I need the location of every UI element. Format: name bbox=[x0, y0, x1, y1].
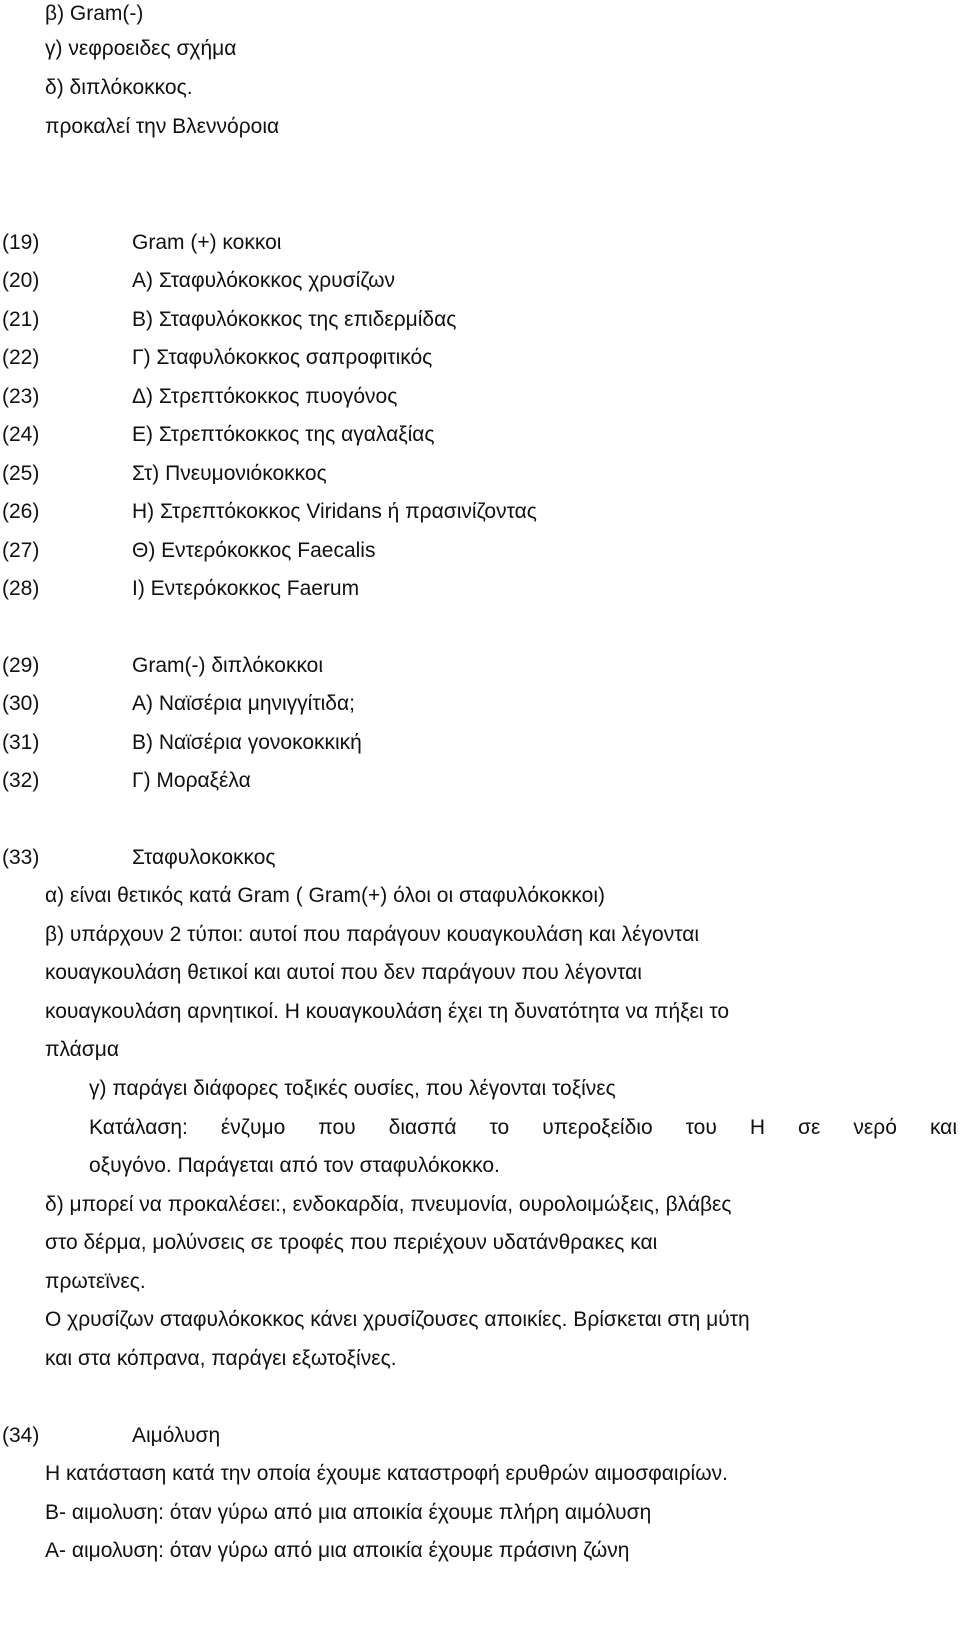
item-number: (20) bbox=[2, 269, 40, 292]
item-text: Στ) Πνευμονιόκοκκος bbox=[132, 462, 327, 485]
item-number: (25) bbox=[2, 462, 40, 485]
item-number: (23) bbox=[2, 385, 40, 408]
text-line: οξυγόνο. Παράγεται από τον σταφυλόκοκκο. bbox=[89, 1154, 500, 1177]
item-number: (32) bbox=[2, 769, 40, 792]
text-line: πλάσμα bbox=[45, 1038, 120, 1061]
text-line: α) είναι θετικός κατά Gram ( Gram(+) όλοι οι σταφυλόκοκκοι) bbox=[45, 884, 606, 907]
item-text: Gram(-) διπλόκοκκοι bbox=[132, 654, 324, 677]
item-text: Γ) Σταφυλόκοκκος σαπροφιτικός bbox=[132, 346, 433, 369]
text-line: Ο χρυσίζων σταφυλόκοκκος κάνει χρυσίζουσες αποικίες. Βρίσκεται στη μύτη bbox=[45, 1308, 750, 1331]
text-line: κουαγκουλάση θετικοί και αυτοί που δεν παράγουν που λέγονται bbox=[45, 961, 642, 984]
item-text: Δ) Στρεπτόκοκκος πυογόνος bbox=[132, 385, 398, 408]
text-line: δ) μπορεί να προκαλέσει:, ενδοκαρδία, πνευμονία, ουρολοιμώξεις, βλάβες bbox=[45, 1193, 732, 1216]
item-text: Η) Στρεπτόκοκκος Viridans ή πρασινίζοντας bbox=[132, 500, 537, 523]
item-text: Β) Ναϊσέρια γονοκοκκική bbox=[132, 731, 362, 754]
text-line: β) Gram(-) bbox=[45, 2, 144, 25]
text-line: Β- αιμολυση: όταν γύρω από μια αποικία έχουμε πλήρη αιμόλυση bbox=[45, 1501, 652, 1524]
text-line: κουαγκουλάση αρνητικοί. Η κουαγκουλάση έχει τη δυνατότητα να πήξει το bbox=[45, 1000, 730, 1023]
text-line: προκαλεί την Βλεννόροια bbox=[45, 115, 280, 138]
text-line: πρωτεϊνες. bbox=[45, 1270, 146, 1293]
item-text: Α) Σταφυλόκοκκος χρυσίζων bbox=[132, 269, 396, 292]
item-text: Α) Ναϊσέρια μηνιγγίτιδα; bbox=[132, 692, 355, 715]
text-line: και στα κόπρανα, παράγει εξωτοξίνες. bbox=[45, 1347, 397, 1370]
item-number: (26) bbox=[2, 500, 40, 523]
text-line: Κατάλαση: ένζυμο που διασπά το υπεροξείδιο του Η σε νερό και bbox=[89, 1116, 957, 1139]
section-heading: Αιμόλυση bbox=[132, 1424, 221, 1447]
item-text: Gram (+) κοκκοι bbox=[132, 231, 282, 254]
item-number: (28) bbox=[2, 577, 40, 600]
item-number: (34) bbox=[2, 1424, 40, 1447]
item-text: Θ) Εντερόκοκκος Faecalis bbox=[132, 539, 376, 562]
text-line: γ) παράγει διάφορες τοξικές ουσίες, που λέγονται τοξίνες bbox=[89, 1077, 616, 1100]
item-text: Ε) Στρεπτόκοκκος της αγαλαξίας bbox=[132, 423, 435, 446]
section-heading: Σταφυλοκοκκος bbox=[132, 846, 276, 869]
item-number: (30) bbox=[2, 692, 40, 715]
item-text: Γ) Μοραξέλα bbox=[132, 769, 251, 792]
item-number: (24) bbox=[2, 423, 40, 446]
text-line: β) υπάρχουν 2 τύποι: αυτοί που παράγουν κουαγκουλάση και λέγονται bbox=[45, 923, 700, 946]
item-number: (33) bbox=[2, 846, 40, 869]
text-line: Α- αιμολυση: όταν γύρω από μια αποικία έχουμε πράσινη ζώνη bbox=[45, 1539, 630, 1562]
text-line: γ) νεφροειδες σχήμα bbox=[45, 37, 237, 60]
item-number: (29) bbox=[2, 654, 40, 677]
item-number: (21) bbox=[2, 308, 40, 331]
item-number: (27) bbox=[2, 539, 40, 562]
text-line: Η κατάσταση κατά την οποία έχουμε καταστροφή ερυθρών αιμοσφαιρίων. bbox=[45, 1462, 728, 1485]
item-text: Ι) Εντερόκοκκος Faerum bbox=[132, 577, 360, 600]
item-number: (31) bbox=[2, 731, 40, 754]
item-number: (19) bbox=[2, 231, 40, 254]
text-line: στο δέρμα, μολύνσεις σε τροφές που περιέχουν υδατάνθρακες και bbox=[45, 1231, 658, 1254]
text-line: δ) διπλόκοκκος. bbox=[45, 76, 193, 99]
item-text: Β) Σταφυλόκοκκος της επιδερμίδας bbox=[132, 308, 457, 331]
item-number: (22) bbox=[2, 346, 40, 369]
